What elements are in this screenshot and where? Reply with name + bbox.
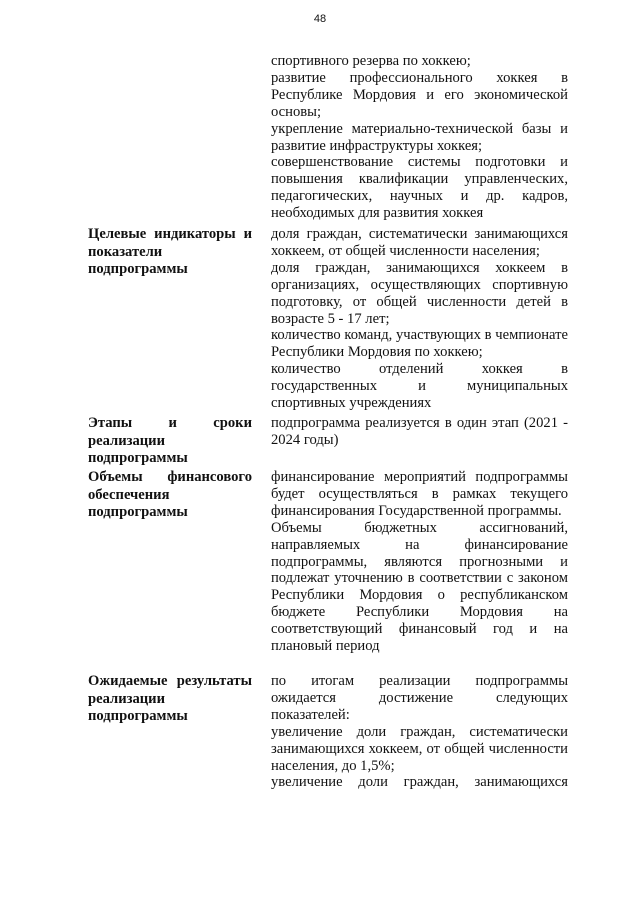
- page-number: 48: [313, 13, 327, 25]
- label-line: Целевые индикаторы и: [88, 226, 252, 242]
- indicator-item: количество команд, участвующих в чемпионате Республики Мордовия по хоккею;: [271, 327, 568, 361]
- label-line: реализации: [88, 690, 166, 707]
- label-line: подпрограммы: [88, 504, 188, 520]
- indicator-item: доля граждан, систематически занимающихся хоккеем, от общей численности населения;: [271, 226, 568, 259]
- task-item: укрепление материально-технической базы и развитие инфраструктуры хоккея;: [271, 120, 568, 154]
- financing-label: [88, 469, 252, 522]
- indicators-label: [88, 226, 252, 279]
- task-item: развитие профессионального хоккея в Республике Мордовия и его экономической основы;: [271, 69, 568, 120]
- results-text: [271, 673, 568, 791]
- indicator-item: количество отделений хоккея в государственных и муниципальных спортивных учреждениях: [271, 361, 568, 412]
- label-line: подпрограммы: [88, 708, 188, 724]
- label-line: подпрограммы: [88, 450, 188, 466]
- label-line: показатели: [88, 243, 163, 260]
- financing-item: финансирование мероприятий подпрограммы будет осуществляться в рамках текущего финансирования Государственной программы.: [271, 469, 568, 519]
- task-item: спортивного резерва по хоккею;: [271, 53, 471, 69]
- indicators-text: [271, 226, 568, 412]
- financing-text: [271, 469, 568, 655]
- label-line: Этапы и сроки: [88, 415, 252, 431]
- label-line: подпрограммы: [88, 261, 188, 277]
- label-line: обеспечения: [88, 486, 170, 503]
- stages-label: [88, 415, 252, 468]
- results-item: увеличение доли граждан, занимающихся: [271, 774, 568, 791]
- indicator-item: доля граждан, занимающихся хоккеем в организациях, осуществляющих спортивную подготовку, от общей численности детей в возрасте 5 - 17 лет;: [271, 259, 568, 327]
- task-item: совершенствование системы подготовки и повышения квалификации управленческих, педагогических, научных и др. кадров, необходимых для развития хоккея: [271, 154, 568, 222]
- label-line: Объемы финансового: [88, 469, 252, 485]
- results-item: по итогам реализации подпрограммы ожидается достижение следующих показателей:: [271, 673, 568, 723]
- tasks-continued-text: [271, 53, 568, 222]
- label-line: Ожидаемые результаты: [88, 673, 252, 689]
- results-item: увеличение доли граждан, систематически занимающихся хоккеем, от общей численности населения, до 1,5%;: [271, 723, 568, 774]
- label-line: реализации: [88, 432, 166, 449]
- stages-text: [271, 415, 568, 449]
- financing-item: Объемы бюджетных ассигнований, направляемых на финансирование подпрограммы, являются прогнозными и подлежат уточнению в соответствии с законом Республики Мордовия о республиканском бюджете Республики Мордовия на соответствующий финансовый год и на плановый период: [271, 519, 568, 655]
- results-label: [88, 673, 252, 726]
- stages-item: подпрограмма реализуется в один этап (2021 - 2024 годы): [271, 415, 568, 448]
